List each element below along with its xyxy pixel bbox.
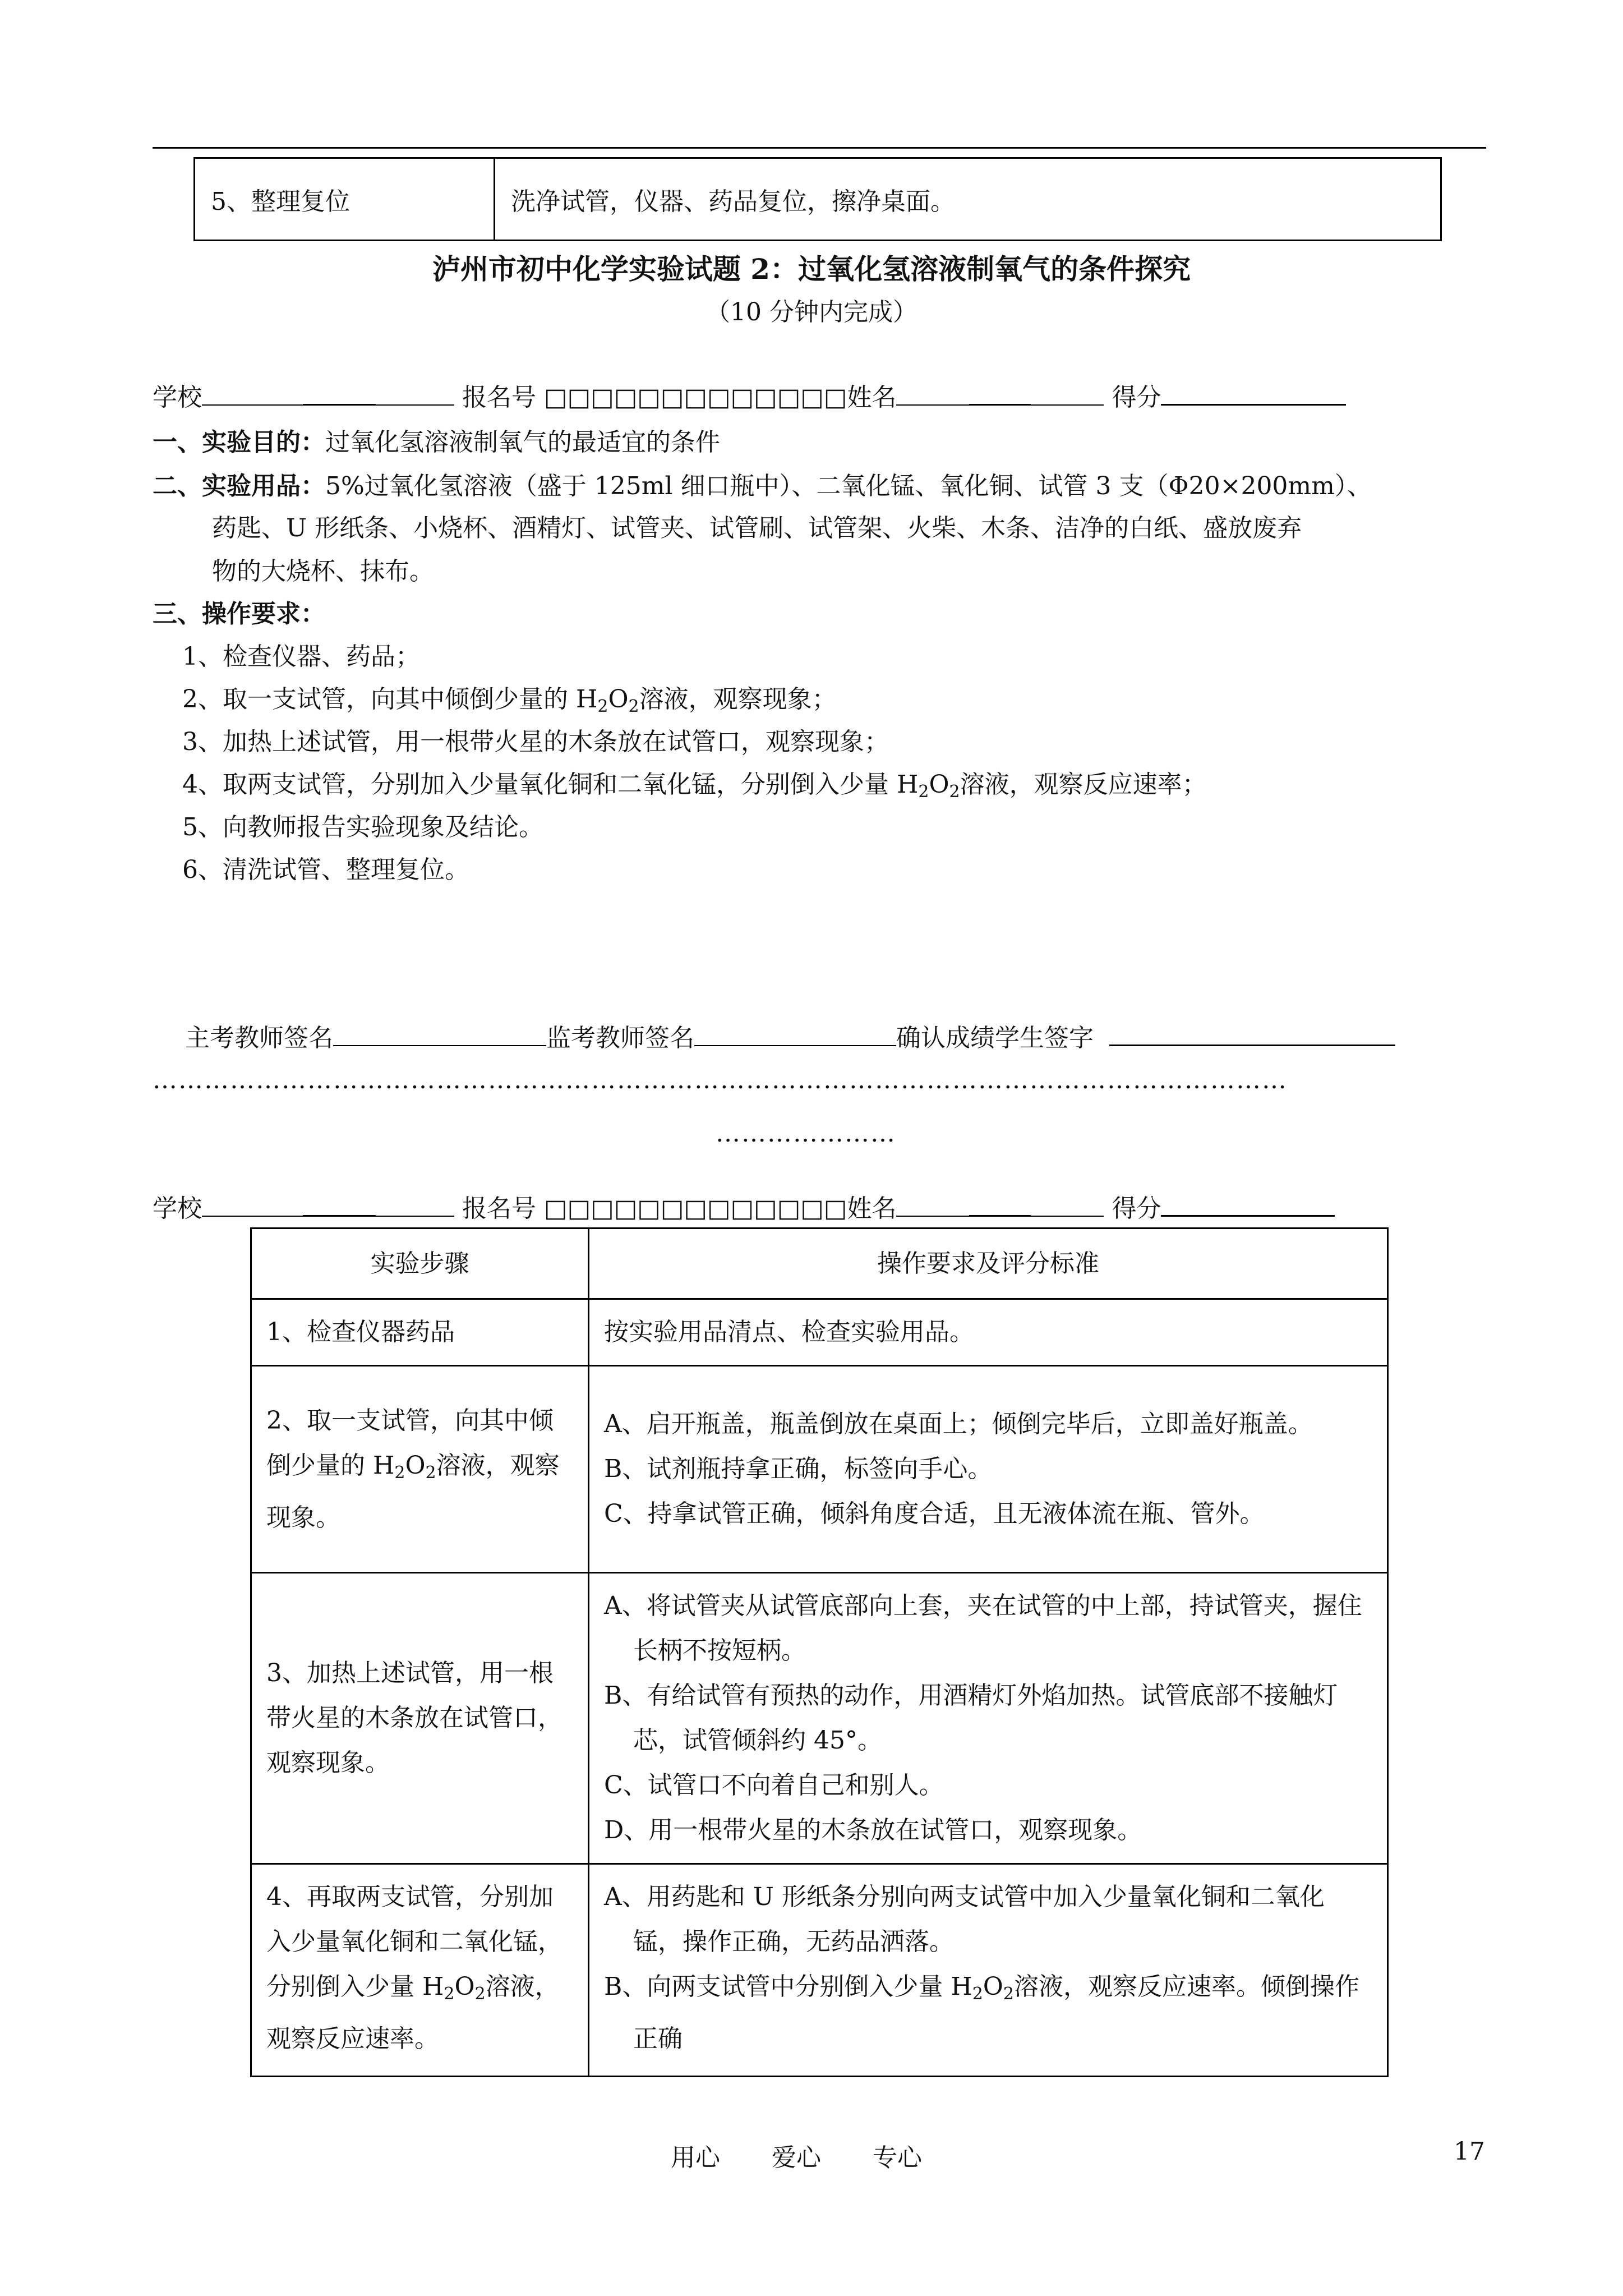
name-field-underline [969,1190,1031,1217]
operation-4-tail: 溶液，观察反应速率； [960,770,1207,799]
name-field-tail [1031,1191,1104,1217]
criteria-cell: 按实验用品清点、检查实验用品。 [589,1299,1388,1366]
subscript: 2 [918,782,929,802]
criteria-text-tail: 溶液，观察反应速率。倾倒操作正确 [633,1972,1359,2053]
school-field[interactable] [202,1191,303,1217]
name-field[interactable] [896,1191,969,1217]
subscript: 2 [628,697,639,716]
page-title: 泸州市初中化学实验试题 2：过氧化氢溶液制氧气的条件探究 [432,252,1191,286]
school-label: 学校 [153,383,202,412]
subscript: 2 [949,782,960,802]
criteria-cell [589,1366,1388,1573]
page-number: 17 [1454,2137,1485,2166]
operation-4 [182,764,1207,802]
table-cell-step: 5、整理复位 [195,158,495,241]
regno-boxes[interactable]: □□□□□□□□□□□□□ [544,1194,847,1223]
signature-line [185,1018,1395,1053]
footer-motto-2: 爱心 [772,2143,821,2172]
school-label: 学校 [153,1194,202,1223]
operation-2-tail: 溶液，观察现象； [639,685,837,714]
footer-motto-3: 专心 [873,2143,922,2172]
form-line-2 [153,1188,1335,1224]
criteria-item: C、持拿试管正确，倾斜角度合适，且无液体流在瓶、管外。 [604,1499,1265,1528]
footer-motto-1: 用心 [671,2143,720,2172]
step-text: 2、取一支试管，向其中倾倒少量的 H [266,1406,554,1480]
criteria-item: A、用药匙和 U 形纸条分别向两支试管中加入少量氧化铜和二氧化锰，操作正确，无药品洒落。 [604,1883,1325,1956]
score-label: 得分 [1112,383,1161,412]
school-field-tail [376,1191,454,1217]
scoring-table [250,1227,1389,2077]
name-field-underline [969,379,1031,406]
operation-4-text: 4、取两支试管，分别加入少量氧化铜和二氧化锰，分别倒入少量 H [182,770,919,799]
subscript: 2 [425,1462,436,1483]
school-field-underline [303,379,376,406]
proctor-signature-field[interactable] [694,1020,896,1046]
criteria-item: D、用一根带火星的木条放在试管口，观察现象。 [604,1816,1142,1844]
purpose-text: 过氧化氢溶液制氧气的最适宜的条件 [325,428,720,457]
subscript: 2 [394,1462,405,1483]
regno-label: 报名号 [462,1194,536,1223]
criteria-item: B、试剂瓶持拿正确，标签向手心。 [604,1455,993,1483]
step-cell [251,1366,589,1573]
header-criteria: 操作要求及评分标准 [589,1228,1388,1299]
table-cell-desc: 洗净试管，仪器、药品复位，擦净桌面。 [495,158,1441,241]
purpose-line [153,422,720,458]
criteria-item: B、有给试管有预热的动作，用酒精灯外焰加热。试管底部不接触灯芯，试管倾斜约 45°。 [604,1681,1338,1755]
score-label: 得分 [1112,1194,1161,1223]
operations-heading: 三、操作要求： [153,600,325,628]
criteria-item: A、将试管夹从试管底部向上套，夹在试管的中上部，持试管夹，握住长柄不按短柄。 [604,1591,1362,1665]
operation-6: 6、清洗试管、整理复位。 [182,855,469,884]
purpose-heading: 一、实验目的： [153,428,325,457]
school-field-tail [376,380,454,406]
operation-2 [182,679,837,716]
student-signature-field[interactable] [1109,1020,1395,1046]
criteria-item [604,1964,1372,2062]
operation-1: 1、检查仪器、药品； [182,642,420,671]
name-label: 姓名 [847,1194,897,1223]
table-row [251,1299,1388,1366]
formula-o: O [929,770,949,799]
materials-heading: 二、实验用品： [153,472,325,500]
regno-label: 报名号 [462,383,536,412]
criteria-item: A、启开瓶盖，瓶盖倒放在桌面上；倾倒完毕后，立即盖好瓶盖。 [604,1410,1313,1438]
school-field-underline [303,1190,376,1217]
proctor-signature-label: 监考教师签名 [546,1024,694,1052]
name-field-tail [1031,380,1104,406]
operation-3: 3、加热上述试管，用一根带火星的木条放在试管口，观察现象； [182,728,889,756]
materials-line-1: 5%过氧化氢溶液（盛于 125ml 细口瓶中）、二氧化锰、氧化铜、试管 3 支（Φ20×200mm）、 [325,472,1372,500]
cut-line: …………………………………………………………………………………………………………………… [153,1066,1288,1094]
criteria-cell [589,1573,1388,1864]
table-row [251,1366,1388,1573]
step-text-tail: 溶液，观察反应速率。 [266,1972,560,2053]
header-step: 实验步骤 [251,1228,589,1299]
subscript: 2 [474,1984,486,2004]
materials-line-3: 物的大烧杯、抹布。 [212,557,434,586]
criteria-text: B、向两支试管中分别倒入少量 H [604,1972,972,2001]
materials-line-2: 药匙、U 形纸条、小烧杯、酒精灯、试管夹、试管刷、试管架、火柴、木条、洁净的白纸、盛放废弃 [212,514,1302,542]
name-label: 姓名 [847,383,897,412]
score-field[interactable] [1161,1190,1335,1217]
score-field[interactable] [1161,379,1346,406]
header-rule [153,147,1486,149]
formula-o: O [454,1972,475,2001]
form-line [153,377,1346,413]
table-row [251,1864,1388,2077]
table-header-row [251,1228,1388,1299]
operation-5: 5、向教师报告实验现象及结论。 [182,813,543,841]
page-subtitle: （10 分钟内完成） [706,298,917,326]
formula-o: O [405,1451,426,1480]
subscript: 2 [1003,1984,1014,2004]
step-cell: 3、加热上述试管，用一根带火星的木条放在试管口，观察现象。 [251,1573,589,1864]
student-signature-label: 确认成绩学生签字 [896,1024,1094,1052]
subscript: 2 [972,1984,983,2004]
top-table [193,157,1442,241]
table-row [195,158,1441,241]
subscript: 2 [597,697,608,716]
step-text: 4、再取两支试管，分别加入少量氧化铜和二氧化锰，分别倒入少量 H [266,1883,562,2001]
table-row [251,1573,1388,1864]
chief-signature-field[interactable] [333,1020,546,1046]
regno-boxes[interactable]: □□□□□□□□□□□□□ [544,383,847,412]
operation-2-text: 2、取一支试管，向其中倾倒少量的 H [182,685,598,714]
step-text-tail: 溶液，观察现象。 [266,1451,560,1532]
formula-o: O [608,685,629,714]
criteria-item: C、试管口不向着自己和别人。 [604,1771,944,1800]
criteria-cell [589,1864,1388,2077]
chief-signature-label: 主考教师签名 [185,1024,333,1052]
cut-line-short: ………………… [716,1119,896,1148]
step-cell: 1、检查仪器药品 [251,1299,589,1366]
materials-line [153,466,1372,501]
formula-o: O [983,1972,1003,2001]
school-field[interactable] [202,380,303,406]
step-cell [251,1864,589,2077]
subscript: 2 [444,1984,455,2004]
name-field[interactable] [896,380,969,406]
